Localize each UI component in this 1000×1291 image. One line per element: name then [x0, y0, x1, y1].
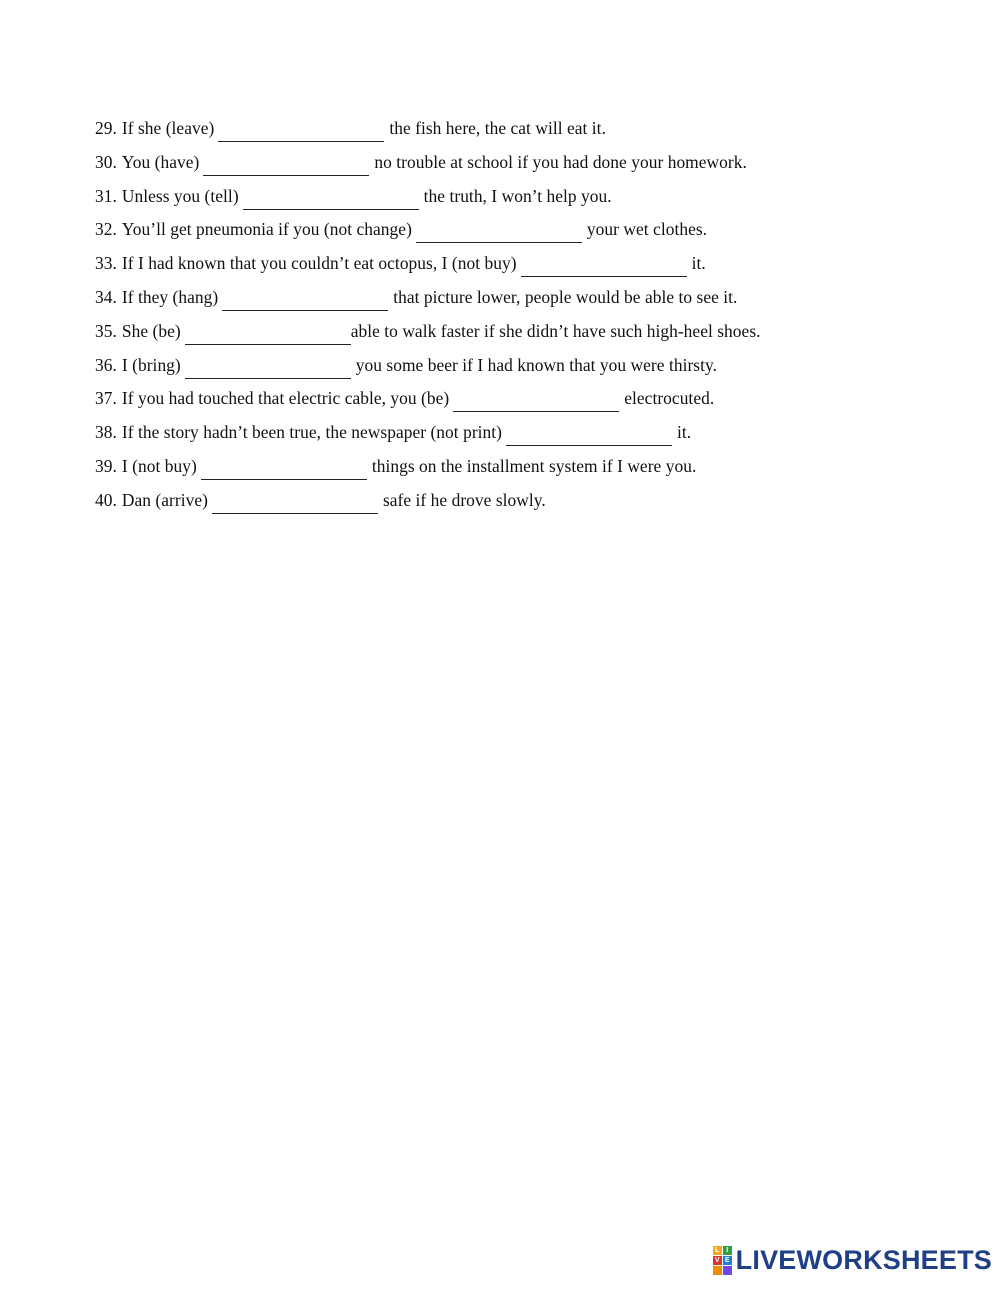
exercise-item-38: [95, 420, 955, 454]
answer-input-35[interactable]: [185, 326, 351, 345]
answer-input-34[interactable]: [222, 292, 388, 311]
item-prompt: I (bring): [121, 354, 181, 375]
exercise-item-37: [95, 386, 955, 420]
item-continuation: electrocuted.: [624, 388, 715, 409]
exercise-item-34: [95, 285, 955, 319]
item-prompt: If they (hang): [121, 286, 219, 307]
exercise-list: [95, 116, 955, 522]
item-prompt: If she (leave): [121, 118, 215, 138]
logo-tile-e: E: [723, 1256, 732, 1265]
logo-tile-decor: [713, 1266, 722, 1275]
exercise-item-35: [95, 319, 955, 353]
item-number: 30.: [95, 151, 117, 172]
item-number: 37.: [95, 388, 117, 409]
answer-input-31[interactable]: [243, 191, 419, 210]
logo-tile-i: I: [723, 1246, 732, 1255]
exercise-item-39: [95, 454, 955, 488]
exercise-item-40: [95, 488, 955, 522]
liveworksheets-logo-icon: [713, 1246, 732, 1275]
answer-input-36[interactable]: [185, 360, 351, 379]
item-continuation: no trouble at school if you had done your homework.: [374, 151, 747, 172]
item-continuation: your wet clothes.: [586, 219, 708, 240]
item-continuation: it.: [691, 253, 706, 274]
exercise-item-33: [95, 251, 955, 285]
item-prompt: Unless you (tell): [121, 185, 239, 206]
item-prompt: If the story hadn’t been true, the newspaper (not print): [121, 422, 503, 443]
item-number: 36.: [95, 354, 117, 375]
answer-input-32[interactable]: [416, 224, 582, 243]
answer-input-40[interactable]: [212, 495, 378, 514]
item-continuation: able to walk faster if she didn’t have such high-heel shoes.: [350, 320, 761, 341]
item-continuation: the fish here, the cat will eat it.: [389, 118, 606, 138]
item-continuation: you some beer if I had known that you were thirsty.: [355, 354, 718, 375]
logo-tile-decor: [723, 1266, 732, 1275]
item-prompt: You’ll get pneumonia if you (not change): [121, 219, 412, 240]
item-number: 31.: [95, 185, 117, 206]
exercise-item-29: [95, 116, 955, 150]
item-number: 38.: [95, 422, 117, 443]
item-prompt: Dan (arrive): [121, 489, 208, 510]
item-prompt: She (be): [121, 320, 181, 341]
logo-tile-v: V: [713, 1256, 722, 1265]
answer-input-33[interactable]: [521, 258, 687, 277]
item-prompt: If you had touched that electric cable, you (be): [121, 388, 450, 409]
exercise-item-30: [95, 150, 955, 184]
answer-input-30[interactable]: [203, 157, 369, 176]
answer-input-37[interactable]: [453, 393, 619, 412]
item-number: 29.: [95, 118, 117, 138]
brand-name: LIVEWORKSHEETS: [735, 1245, 992, 1275]
answer-input-29[interactable]: [218, 123, 384, 142]
exercise-item-31: [95, 184, 955, 218]
item-continuation: safe if he drove slowly.: [382, 489, 546, 510]
item-continuation: things on the installment system if I were you.: [371, 455, 697, 476]
item-continuation: it.: [677, 422, 692, 443]
liveworksheets-logo[interactable]: [713, 1245, 992, 1275]
item-number: 34.: [95, 286, 117, 307]
logo-tile-l: L: [713, 1246, 722, 1255]
exercise-item-36: [95, 353, 955, 387]
item-number: 40.: [95, 489, 117, 510]
answer-input-38[interactable]: [506, 427, 672, 446]
item-number: 35.: [95, 320, 117, 341]
item-prompt: I (not buy): [121, 455, 197, 476]
answer-input-39[interactable]: [201, 461, 367, 480]
exercise-item-32: [95, 217, 955, 251]
item-number: 33.: [95, 253, 117, 274]
item-prompt: If I had known that you couldn’t eat octopus, I (not buy): [121, 253, 517, 274]
item-number: 39.: [95, 455, 117, 476]
item-prompt: You (have): [121, 151, 200, 172]
item-number: 32.: [95, 219, 117, 240]
item-continuation: that picture lower, people would be able to see it.: [393, 286, 738, 307]
item-continuation: the truth, I won’t help you.: [423, 185, 612, 206]
